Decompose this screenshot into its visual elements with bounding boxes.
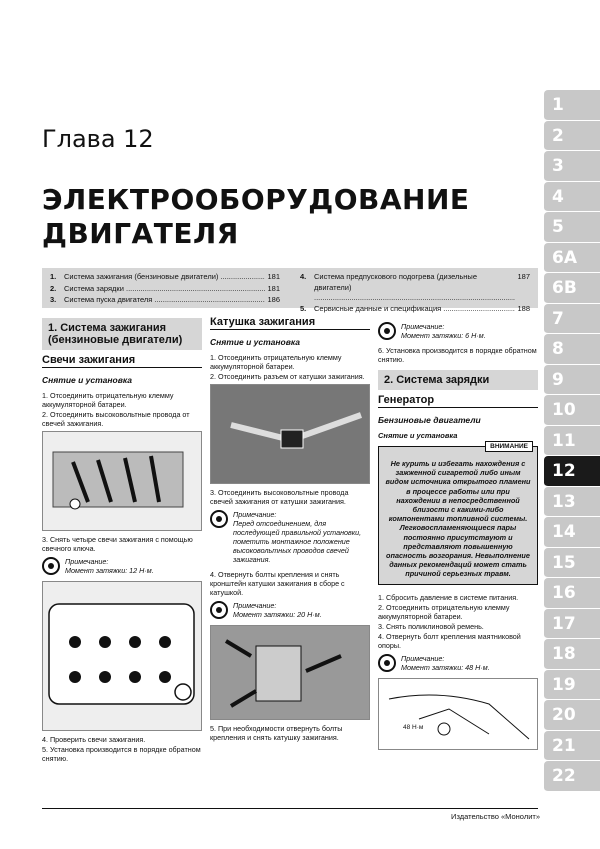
warning-text: Не курить и избегать нахождения с зажженной сигаретой либо иным видом источника открытого пламени в процессе работы или при нахождении в непосредственной близости с какими-либо компонентами топливной системы. Легковоспламеняющиеся пары постоянно присутствуют и представляют повышенную опасность возгорания. Невыполнение данных рекомендаций может стать причиной серьезных травм. [385, 459, 531, 579]
wrench-icon [210, 601, 228, 619]
chapter-tabs [544, 90, 600, 792]
chapter-tab-2[interactable]: 2 [544, 121, 600, 152]
chapter-tab-15[interactable]: 15 [544, 548, 600, 579]
note-torque: Примечание: Момент затяжки: 20 Н·м. [210, 601, 370, 619]
chapter-tab-14[interactable]: 14 [544, 517, 600, 548]
step-text: 3. Снять четыре свечи зажигания с помощью свечного ключа. [42, 535, 193, 553]
chapter-tab-9[interactable]: 9 [544, 365, 600, 396]
toc-item[interactable]: 2. Система зарядки ..... 181 [50, 284, 280, 296]
step-text: 4. Отвернуть болты крепления и снять кронштейн катушки зажигания в сборе с катушкой. [210, 570, 345, 597]
warning-tag: ВНИМАНИЕ [485, 441, 533, 452]
chapter-tab-11[interactable]: 11 [544, 426, 600, 457]
step-text: 2. Отсоединить отрицательную клемму аккумуляторной батареи. [378, 602, 510, 621]
chapter-tab-12-active[interactable]: 12 [544, 456, 600, 487]
note-torque: Примечание: Момент затяжки: 12 Н·м. [42, 557, 202, 575]
toc-item[interactable]: 1. Система зажигания (бензиновые двигатели) ..... 181 [50, 272, 280, 284]
step-text: 1. Отсоединить отрицательную клемму аккумуляторной батареи. [210, 353, 342, 371]
chapter-label: Глава 12 [42, 125, 154, 153]
subsection-generator: Генератор [378, 396, 538, 408]
section-heading-ignition: 1. Система зажигания (бензиновые двигатели) [42, 318, 202, 350]
footer-divider [42, 808, 538, 809]
warning-box [378, 443, 538, 585]
title-line-1: ЭЛЕКТРООБОРУДОВАНИЕ [42, 183, 470, 216]
step-text: 4. Проверить свечи зажигания. [42, 735, 146, 744]
chapter-title [42, 183, 470, 251]
step-text: 2. Отсоединить разъем от катушки зажигания. [210, 372, 365, 381]
subsection-spark-plugs: Свечи зажигания [42, 356, 202, 368]
engine-type-heading: Бензиновые двигатели [378, 415, 481, 425]
toc-item[interactable]: 4. Система предпускового подогрева (дизельные двигатели) ..... 187 [300, 272, 530, 304]
step-text: 6. Установка производится в порядке обратном снятию. [378, 346, 537, 364]
chapter-tab-4[interactable]: 4 [544, 182, 600, 213]
wrench-icon [42, 557, 60, 575]
toc-item[interactable]: 5. Сервисные данные и спецификация ..... 188 [300, 304, 530, 316]
chapter-tab-22[interactable]: 22 [544, 761, 600, 792]
chapter-tab-20[interactable]: 20 [544, 700, 600, 731]
note-torque: Примечание: Момент затяжки: 6 Н·м. [378, 322, 538, 340]
step-text: 4. Отвернуть болт крепления маятниковой опоры. [378, 631, 521, 650]
chapter-tab-7[interactable]: 7 [544, 304, 600, 335]
procedure-heading: Снятие и установка [210, 337, 301, 347]
wrench-icon [210, 510, 228, 528]
chapter-tab-5[interactable]: 5 [544, 212, 600, 243]
chapter-tab-19[interactable]: 19 [544, 670, 600, 701]
step-text: 2. Отсоединить высоковольтные провода от свечей зажигания. [42, 410, 190, 428]
procedure-heading: Снятие и установка [378, 431, 458, 440]
wrench-icon [378, 322, 396, 340]
section-heading-charging: 2. Система зарядки [378, 370, 538, 390]
coil-bracket-photo [210, 625, 370, 720]
chapter-tab-13[interactable]: 13 [544, 487, 600, 518]
toc-column-right [300, 272, 530, 315]
chapter-tab-16[interactable]: 16 [544, 578, 600, 609]
column-3 [378, 318, 538, 754]
chapter-tab-3[interactable]: 3 [544, 151, 600, 182]
toc-item[interactable]: 3. Система пуска двигателя ..... 186 [50, 295, 280, 307]
step-text: 1. Сбросить давление в системе питания. [378, 592, 519, 602]
coil-connector-photo [210, 384, 370, 484]
column-2 [210, 318, 370, 743]
step-text: 1. Отсоединить отрицательную клемму аккумуляторной батареи. [42, 391, 174, 409]
chapter-tab-18[interactable]: 18 [544, 639, 600, 670]
chapter-tab-6b[interactable]: 6B [544, 273, 600, 304]
engine-mount-diagram [378, 678, 538, 750]
column-1 [42, 318, 202, 764]
table-of-contents [42, 268, 538, 313]
subsection-ignition-coil: Катушка зажигания [210, 318, 370, 330]
note-torque: Примечание: Момент затяжки: 48 Н·м. [378, 654, 538, 672]
chapter-tab-6a[interactable]: 6A [544, 243, 600, 274]
note-marking: Примечание: Перед отсоединением, для последующей правильной установки, пометить монтажное положение высоковольтных проводов свечей зажигания. [210, 510, 370, 564]
chapter-tab-21[interactable]: 21 [544, 731, 600, 762]
step-text: 5. При необходимости отвернуть болты крепления и снять катушку зажигания. [210, 724, 343, 742]
step-text: 3. Отсоединить высоковольтные провода свечей зажигания от катушки зажигания. [210, 488, 349, 506]
chapter-tab-10[interactable]: 10 [544, 395, 600, 426]
chapter-tab-8[interactable]: 8 [544, 334, 600, 365]
engine-spark-plug-wires-photo [42, 431, 202, 531]
step-text: 3. Снять поликлиновой ремень. [378, 621, 484, 631]
publisher-footer: Издательство «Монолит» [451, 812, 540, 821]
step-text: 5. Установка производится в порядке обратном снятию. [42, 745, 201, 763]
procedure-heading: Снятие и установка [42, 375, 133, 385]
torque-callout: 48 Н·м [403, 723, 424, 731]
cylinder-head-cover-diagram [42, 581, 202, 731]
chapter-tab-1[interactable]: 1 [544, 90, 600, 121]
wrench-icon [378, 654, 396, 672]
title-line-2: ДВИГАТЕЛЯ [42, 217, 239, 250]
toc-column-left [50, 272, 280, 307]
chapter-tab-17[interactable]: 17 [544, 609, 600, 640]
